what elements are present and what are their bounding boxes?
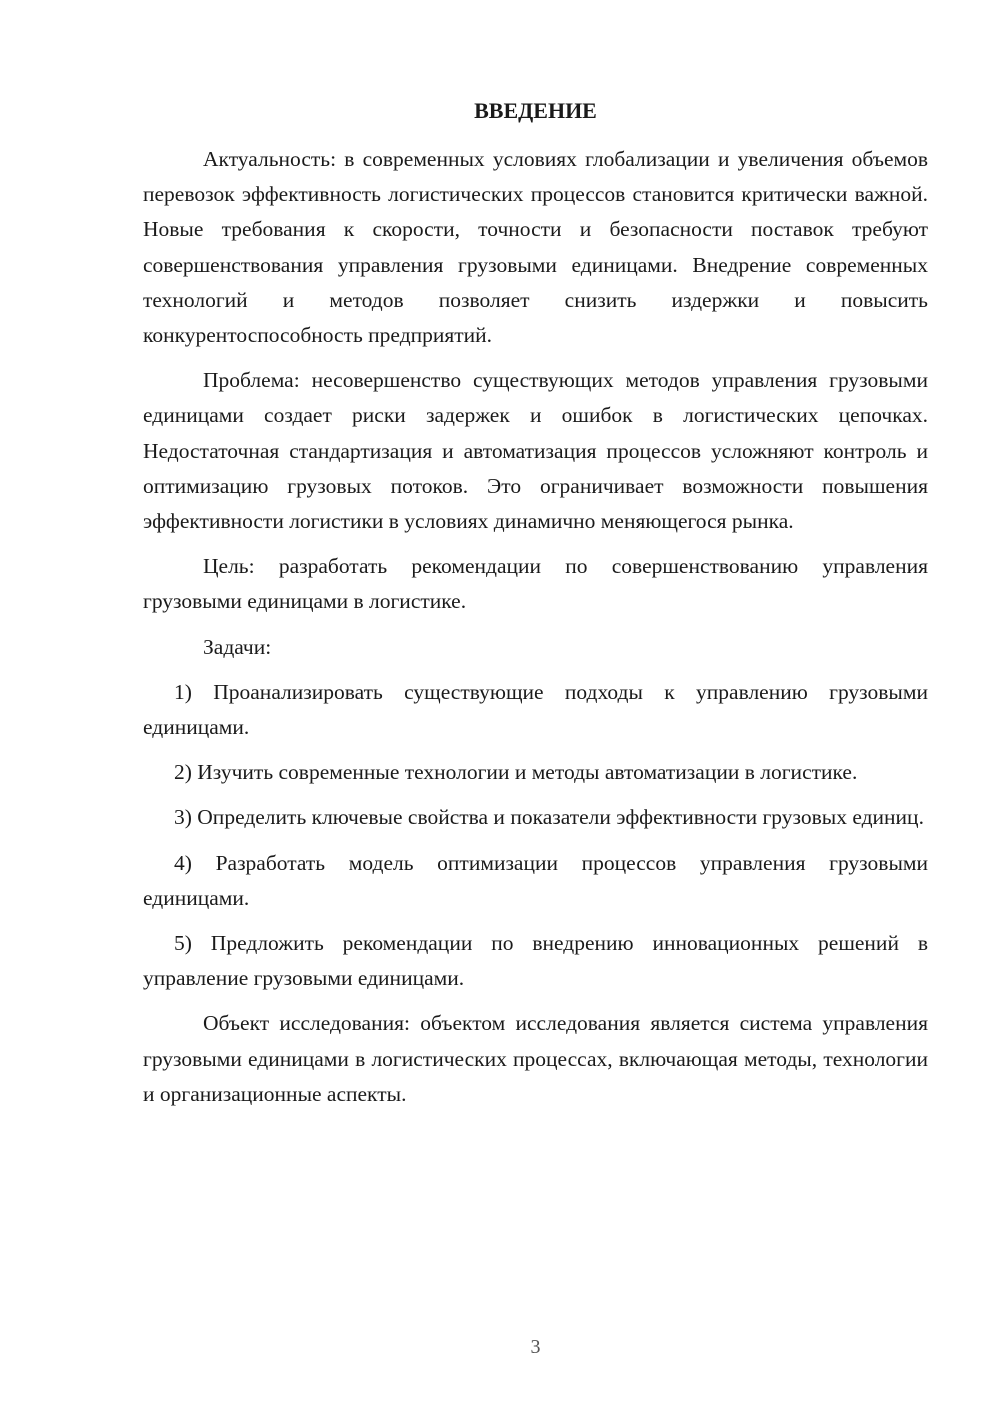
task-item-4: 4) Разработать модель оптимизации процессов управления грузовыми единицами. (143, 850, 928, 910)
document-body (143, 142, 928, 1122)
task-item-5: 5) Предложить рекомендации по внедрению инновационных решений в управление грузовыми единицами. (143, 931, 928, 991)
page-number: 3 (530, 1336, 541, 1358)
paragraph-problem: Проблема: несовершенство существующих методов управления грузовыми единицами создает риски задержек и ошибок в логистических цепочках. Недостаточная стандартизация и автоматизация процессов усложняют контроль и оптимизацию грузовых потоков. Это ограничивает возможности повышения эффективности логистики в условиях динамично меняющегося рынка. (143, 368, 928, 534)
paragraph-goal: Цель: разработать рекомендации по совершенствованию управления грузовыми единицами в логистике. (143, 554, 928, 614)
task-item-3: 3) Определить ключевые свойства и показатели эффективности грузовых единиц. (174, 805, 924, 830)
task-item-1: 1) Проанализировать существующие подходы к управлению грузовыми единицами. (143, 679, 928, 740)
paragraph-object: Объект исследования: объектом исследования является система управления грузовыми единицами в логистических процессах, включающая методы, технологии и организационные аспекты. (143, 1011, 928, 1106)
paragraph-relevance: Актуальность: в современных условиях глобализации и увеличения объемов перевозок эффективность логистических процессов становится критически важной. Новые требования к скорости, точности и безопасности поставок требуют совершенствования управления грузовыми единицами. Внедрение современных технологий и методов позволяет снизить издержки и повысить конкурентоспособность предприятий. (143, 147, 928, 348)
tasks-label: Задачи: (203, 634, 272, 659)
document-page (143, 0, 928, 1414)
task-item-2: 2) Изучить современные технологии и методы автоматизации в логистике. (174, 760, 858, 785)
section-heading: ВВЕДЕНИЕ (474, 98, 597, 123)
